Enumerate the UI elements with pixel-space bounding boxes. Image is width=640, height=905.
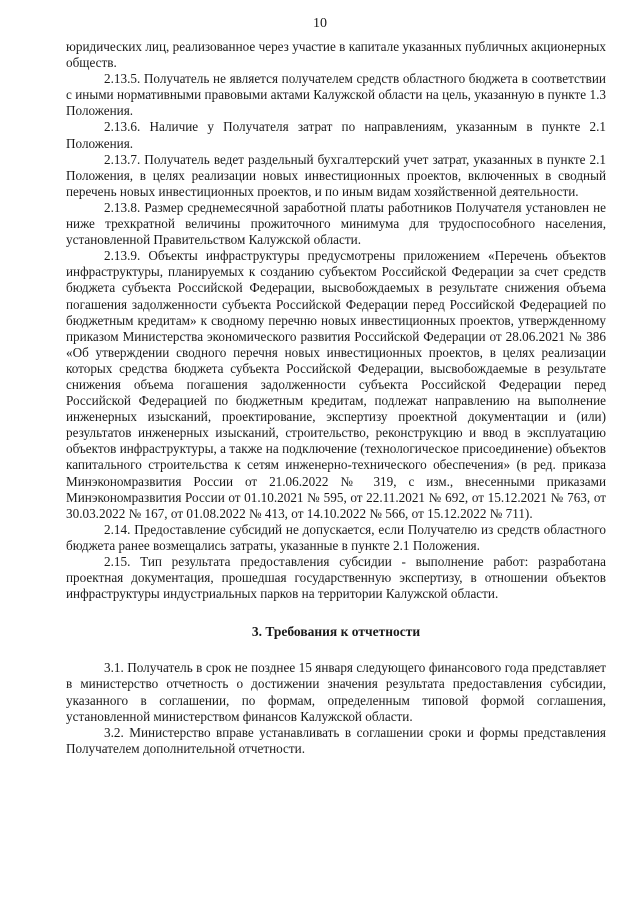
paragraph: 3.2. Министерство вправе устанавливать в соглашении сроки и формы представления Получателем дополнительной отчетности. xyxy=(66,724,606,756)
page-number: 10 xyxy=(313,16,327,31)
paragraph: 2.13.8. Размер среднемесячной заработной платы работников Получателя установлен не ниже трехкратной величины прожиточного минимума для трудоспособного населения, установленной Правительством Калужской области. xyxy=(66,199,606,248)
paragraphs-before-section xyxy=(66,39,606,602)
document-body xyxy=(66,39,606,757)
paragraph: 2.13.5. Получатель не является получателем средств областного бюджета в соответствии с иными нормативными правовыми актами Калужской области на цель, указанную в пункте 1.3 Положения. xyxy=(66,71,606,119)
paragraph: 2.13.7. Получатель ведет раздельный бухгалтерский учет затрат, указанных в пункте 2.1 Положения, в целях реализации новых инвестиционных проектов, включенных в сводный перечень новых инвестиционных проектов, и по иным видам хозяйственной деятельности. xyxy=(66,151,606,199)
paragraph: 3.1. Получатель в срок не позднее 15 января следующего финансового года представляет в министерство отчетность о достижении значения результата предоставления субсидии, указанного в соглашении, по формам, определенным типовой формой соглашения, установленной министерством финансов Калужской области. xyxy=(66,660,606,724)
paragraphs-after-section xyxy=(66,660,606,757)
paragraph: 2.13.9. Объекты инфраструктуры предусмотрены приложением «Перечень объектов инфраструктуры, планируемых к созданию субъектом Российской Федерации за счет средств бюджета субъекта Российской Федерации, высвобождаемых в результате снижения объема погашения задолженности субъекта Российской Федерации перед Российской Федерацией по бюджетным кредитам» к сводному перечню новых инвестиционных проектов, утвержденному приказом Министерства экономического развития Российской Федерации от 28.06.2021 № 386 «Об утверждении сводного перечня новых инвестиционных проектов, в целях реализации которых средства бюджета субъекта Российской Федерации, высвобождаемые в результате снижения объема погашения задолженности субъекта Российской Федерации перед Российской Федерацией по бюджетным кредитам, подлежат направлению на выполнение инженерных изысканий, проектирование, экспертизу проектной документации и (или) результатов инженерных изысканий, строительство, реконструкцию и ввод в эксплуатацию объектов инфраструктуры, а также на подключение (технологическое присоединение) объектов капитального строительства к сетям инженерно-технического обеспечения» (в ред. приказа Минэкономразвития России от 21.06.2022 № 319, с изм., внесенными приказами Минэкономразвития России от 01.10.2021 № 595, от 22.11.2021 № 692, от 15.12.2021 № 763, от 30.03.2022 № 167, от 01.08.2022 № 413, от 14.10.2022 № 566, от 15.12.2022 № 711). xyxy=(66,248,606,521)
paragraph: юридических лиц, реализованное через участие в капитале указанных публичных акционерных обществ. xyxy=(66,39,606,71)
section-title: 3. Требования к отчетности xyxy=(251,624,421,640)
paragraph: 2.13.6. Наличие у Получателя затрат по направлениям, указанным в пункте 2.1 Положения. xyxy=(66,119,606,151)
paragraph: 2.15. Тип результата предоставления субсидии - выполнение работ: разработана проектная документация, прошедшая государственную экспертизу, в отношении объектов инфраструктуры индустриальных парков на территории Калужской области. xyxy=(66,554,606,602)
paragraph: 2.14. Предоставление субсидий не допускается, если Получателю из средств областного бюджета ранее возмещались затраты, указанные в пункте 2.1 Положения. xyxy=(66,521,606,553)
